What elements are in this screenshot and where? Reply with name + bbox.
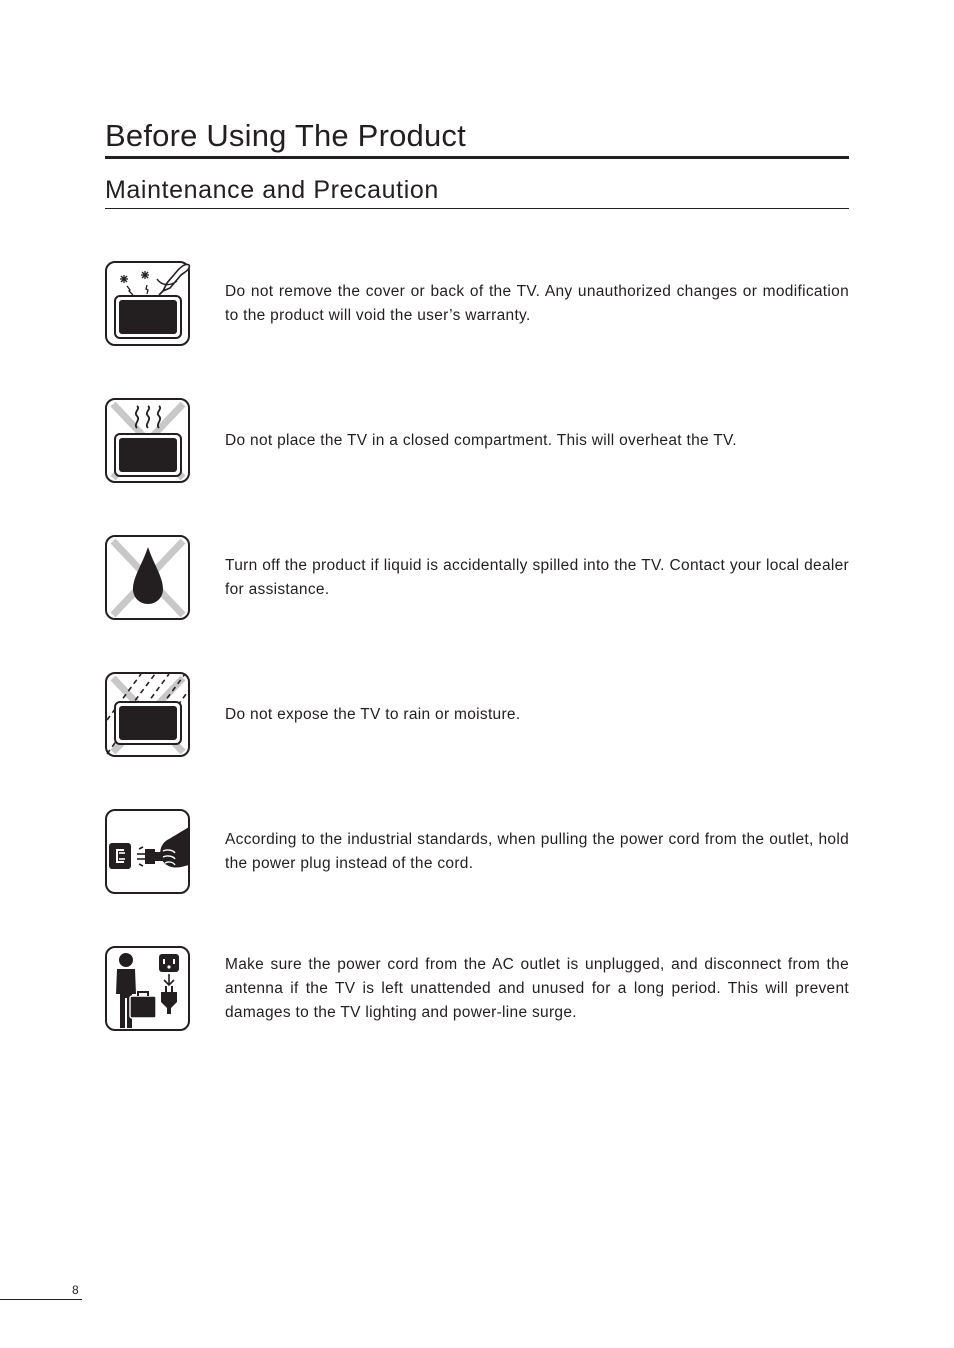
tv-rain-icon xyxy=(105,672,191,758)
precaution-item-rain xyxy=(105,672,849,758)
liquid-drop-icon xyxy=(105,535,191,621)
page-number-rule xyxy=(0,1299,82,1300)
precaution-text: Turn off the product if liquid is accidentally spilled into the TV. Contact your local dealer for assistance. xyxy=(225,557,849,598)
unplug-travel-icon xyxy=(105,946,191,1032)
precaution-text: According to the industrial standards, when pulling the power cord from the outlet, hold the power plug instead of the cord. xyxy=(225,831,849,872)
power-plug-icon xyxy=(105,809,191,895)
tv-tamper-icon xyxy=(105,261,191,347)
precaution-text: Do not remove the cover or back of the TV. Any unauthorized changes or modification to the product will void the user’s warranty. xyxy=(225,283,849,324)
precaution-item-plug xyxy=(105,809,849,895)
section-rule xyxy=(105,208,849,209)
section-title: Maintenance and Precaution xyxy=(105,176,439,204)
tv-overheat-icon xyxy=(105,398,191,484)
precaution-item-cover xyxy=(105,261,849,347)
precaution-text: Do not place the TV in a closed compartment. This will overheat the TV. xyxy=(225,432,737,449)
title-rule xyxy=(105,156,849,159)
page-title: Before Using The Product xyxy=(105,118,466,153)
precaution-text: Make sure the power cord from the AC outlet is unplugged, and disconnect from the antenna if the TV is left unattended and unused for a long period. This will prevent damages to the TV lighting and power-line surge. xyxy=(225,956,849,1021)
precaution-item-overheat xyxy=(105,398,849,484)
precaution-item-liquid xyxy=(105,535,849,621)
precaution-item-unplug xyxy=(105,946,849,1032)
precaution-text: Do not expose the TV to rain or moisture. xyxy=(225,706,521,723)
page-number: 8 xyxy=(72,1283,79,1297)
